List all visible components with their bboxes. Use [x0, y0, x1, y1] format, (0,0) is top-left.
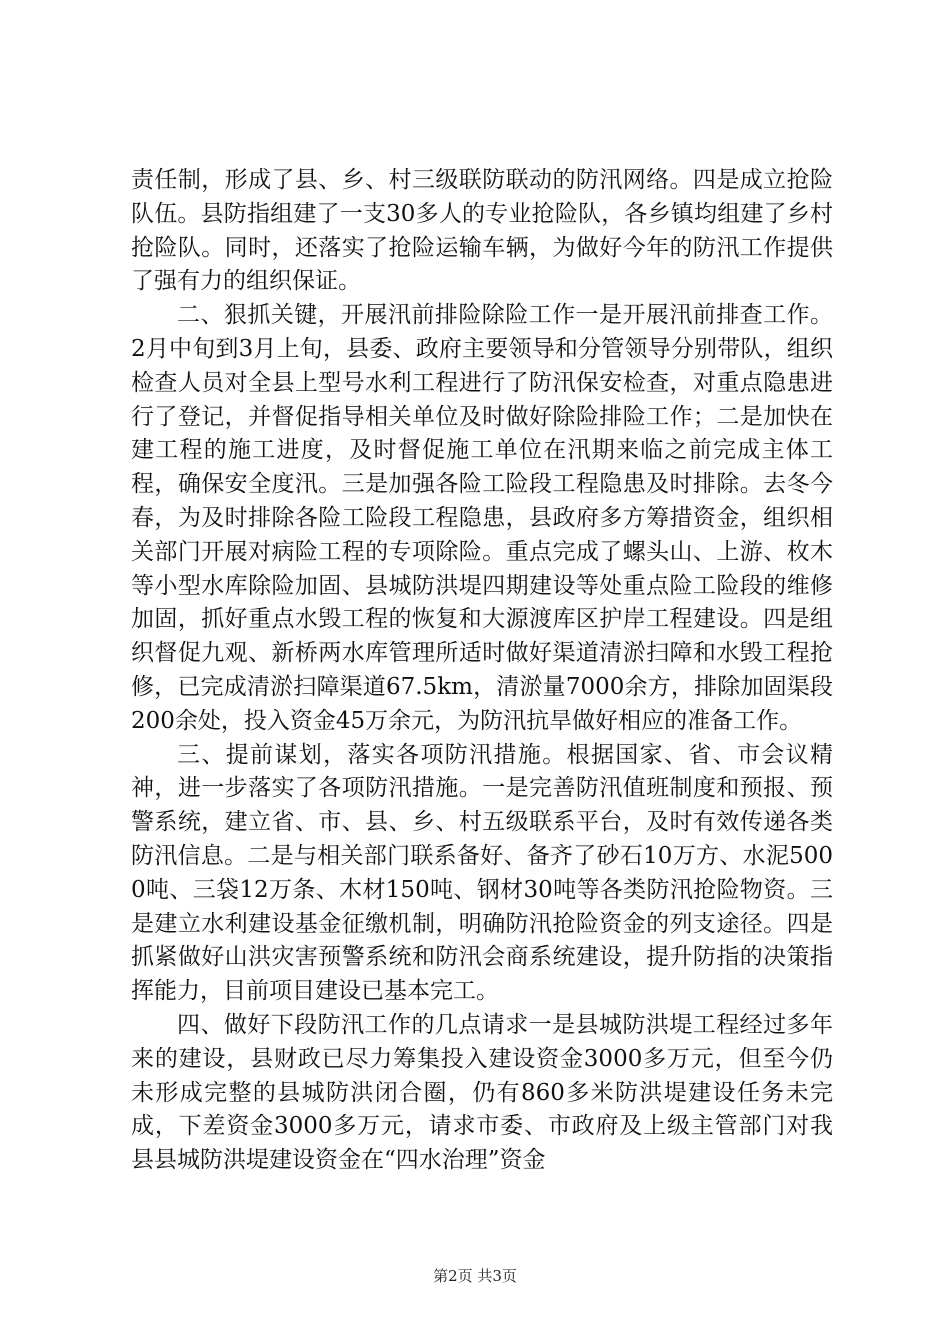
paragraph-section-two: 二、狠抓关键，开展汛前排险除险工作一是开展汛前排查工作。2月中旬到3月上旬，县委、政府主要领导和分管领导分别带队，组织检查人员对全县上型号水利工程进行了防汛保安检查，对重点隐患进行了登记，并督促指导相关单位及时做好除险排险工作；二是加快在建工程的施工进度，及时督促施工单位在汛期来临之前完成主体工程，确保安全度汛。三是加强各险工险段工程隐患及时排除。去冬今春，为及时排除各险工险段工程隐患，县政府多方筹措资金，组织相关部门开展对病险工程的专项除险。重点完成了螺头山、上游、枚木等小型水库除险加固、县城防洪堤四期建设等处重点险工险段的维修加固，抓好重点水毁工程的恢复和大源渡库区护岸工程建设。四是组织督促九观、新桥两水库管理所适时做好渠道清淤扫障和水毁工程抢修，已完成清淤扫障渠道67.5km，清淤量7000余方，排除加固渠段200余处，投入资金45万余元，为防汛抗旱做好相应的准备工作。 — [131, 302, 833, 734]
paragraph-section-three: 三、提前谋划，落实各项防汛措施。根据国家、省、市会议精神，进一步落实了各项防汛措施。一是完善防汛值班制度和预报、预警系统，建立省、市、县、乡、村五级联系平台，及时有效传递各类防汛信息。二是与相关部门联系备好、备齐了砂石10万方、水泥5000吨、三袋12万条、木材150吨、钢材30吨等各类防汛抢险物资。三是建立水利建设基金征缴机制，明确防汛抢险资金的列支途径。四是抓紧做好山洪灾害预警系统和防汛会商系统建设，提升防指的决策指挥能力，目前项目建设已基本完工。 — [131, 741, 833, 1005]
paragraph-continued: 责任制，形成了县、乡、村三级联防联动的防汛网络。四是成立抢险队伍。县防指组建了一支30多人的专业抢险队，各乡镇均组建了乡村抢险队。同时，还落实了抢险运输车辆，为做好今年的防汛工作提供了强有力的组织保证。 — [131, 167, 833, 295]
paragraph-section-four: 四、做好下段防汛工作的几点请求一是县城防洪堤工程经过多年来的建设，县财政已尽力筹集投入建设资金3000多万元，但至今仍未形成完整的县城防洪闭合圈，仍有860多米防洪堤建设任务未完成，下差资金3000多万元，请求市委、市政府及上级主管部门对我县县城防洪堤建设资金在“四水治理”资金 — [131, 1011, 833, 1174]
document-body — [131, 164, 833, 1178]
page-number-footer: 第2页 共3页 — [433, 1267, 517, 1285]
